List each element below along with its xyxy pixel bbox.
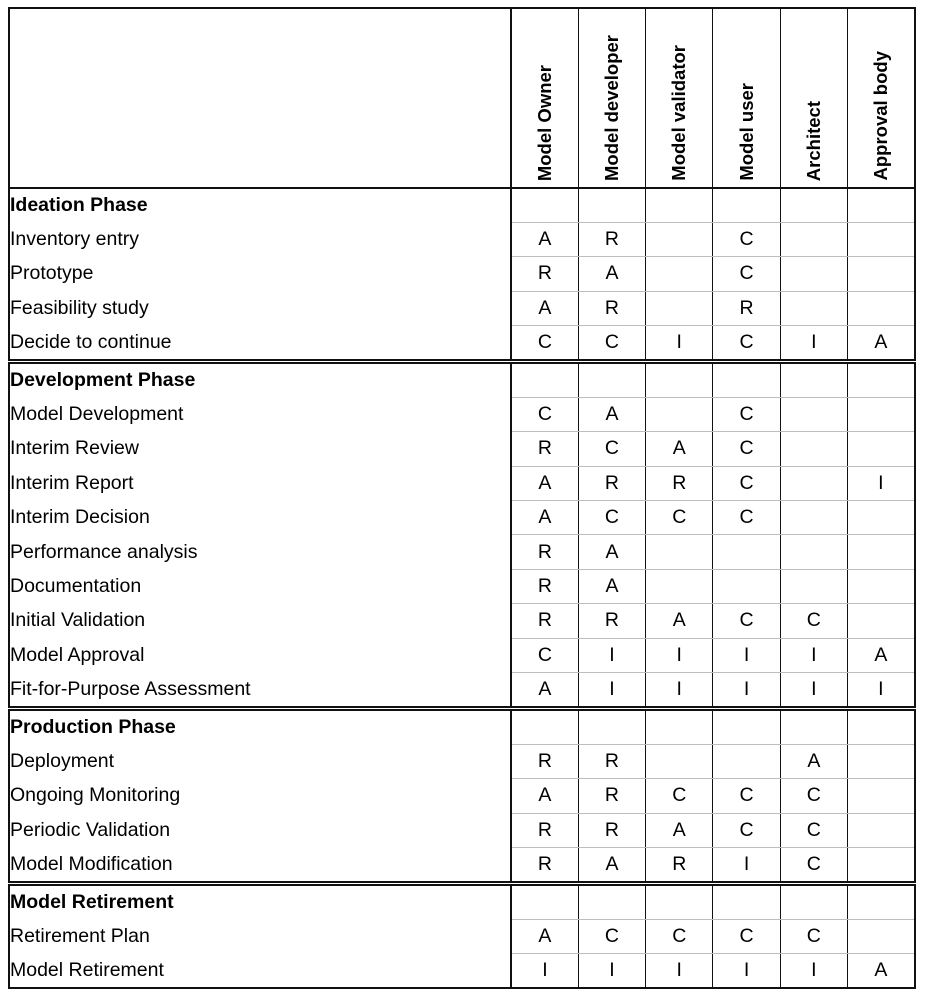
raci-cell: A (578, 257, 645, 291)
raci-cell: C (646, 779, 713, 813)
activity-row (9, 638, 915, 672)
raci-cell (780, 432, 847, 466)
empty-cell (511, 710, 578, 744)
raci-cell (847, 779, 914, 813)
phase-title: Ideation Phase (9, 188, 511, 222)
raci-cell: I (578, 638, 645, 672)
activity-label: Periodic Validation (9, 813, 511, 847)
raci-cell: A (511, 501, 578, 535)
activity-row (9, 744, 915, 778)
raci-cell: A (847, 638, 914, 672)
raci-cell: C (578, 501, 645, 535)
raci-cell: I (713, 847, 780, 881)
raci-cell (646, 744, 713, 778)
raci-cell (847, 257, 914, 291)
raci-cell: C (713, 397, 780, 431)
raci-cell: C (780, 813, 847, 847)
activity-label: Model Retirement (9, 954, 511, 988)
raci-cell: A (578, 397, 645, 431)
role-header (646, 8, 713, 188)
raci-cell (847, 919, 914, 953)
raci-cell: C (578, 326, 645, 360)
raci-cell: C (713, 501, 780, 535)
activity-row (9, 257, 915, 291)
raci-cell: R (511, 847, 578, 881)
raci-cell: C (780, 604, 847, 638)
activity-label: Initial Validation (9, 604, 511, 638)
raci-cell: C (713, 779, 780, 813)
role-header (847, 8, 914, 188)
role-header (578, 8, 645, 188)
empty-cell (646, 885, 713, 919)
raci-cell: C (713, 466, 780, 500)
empty-cell (646, 710, 713, 744)
raci-cell (646, 535, 713, 569)
raci-cell: I (713, 954, 780, 988)
raci-cell (646, 222, 713, 256)
activity-label: Fit-for-Purpose Assessment (9, 672, 511, 706)
raci-cell: R (511, 432, 578, 466)
activity-row (9, 813, 915, 847)
activity-label: Decide to continue (9, 326, 511, 360)
activity-label: Model Approval (9, 638, 511, 672)
activity-row (9, 501, 915, 535)
raci-cell: I (780, 326, 847, 360)
raci-cell: A (578, 847, 645, 881)
empty-cell (847, 363, 914, 397)
raci-cell: A (511, 222, 578, 256)
raci-cell: R (578, 744, 645, 778)
empty-cell (847, 710, 914, 744)
raci-cell: C (511, 638, 578, 672)
raci-cell: R (511, 604, 578, 638)
raci-cell (847, 847, 914, 881)
raci-cell (780, 222, 847, 256)
raci-cell: I (780, 638, 847, 672)
raci-cell: A (646, 813, 713, 847)
raci-cell: A (511, 779, 578, 813)
raci-matrix (8, 7, 916, 989)
raci-cell: R (511, 744, 578, 778)
role-label: Model user (735, 83, 757, 181)
raci-cell: C (578, 919, 645, 953)
raci-cell: I (646, 954, 713, 988)
role-label: Approval body (869, 51, 891, 181)
activity-row (9, 604, 915, 638)
raci-cell: C (511, 326, 578, 360)
activity-label: Documentation (9, 569, 511, 603)
raci-cell: A (511, 291, 578, 325)
raci-cell: R (578, 813, 645, 847)
raci-cell: A (847, 326, 914, 360)
raci-cell: I (713, 638, 780, 672)
phase-title: Model Retirement (9, 885, 511, 919)
raci-cell (847, 222, 914, 256)
raci-cell: I (713, 672, 780, 706)
raci-cell: R (578, 222, 645, 256)
role-label: Architect (802, 100, 824, 181)
activity-row (9, 466, 915, 500)
empty-cell (713, 363, 780, 397)
activity-label: Performance analysis (9, 535, 511, 569)
empty-cell (713, 710, 780, 744)
raci-cell: A (780, 744, 847, 778)
raci-cell: A (511, 919, 578, 953)
activity-row (9, 569, 915, 603)
raci-cell: C (780, 779, 847, 813)
activity-row (9, 397, 915, 431)
raci-cell: I (578, 954, 645, 988)
raci-body (9, 188, 915, 988)
raci-cell: R (578, 604, 645, 638)
header-corner (9, 8, 511, 188)
raci-cell (847, 432, 914, 466)
raci-cell: R (646, 847, 713, 881)
raci-cell: A (511, 672, 578, 706)
raci-cell: I (646, 672, 713, 706)
empty-cell (578, 188, 645, 222)
raci-cell: A (847, 954, 914, 988)
raci-cell: A (511, 466, 578, 500)
raci-cell (847, 813, 914, 847)
empty-cell (713, 188, 780, 222)
raci-cell (780, 397, 847, 431)
raci-cell (780, 291, 847, 325)
raci-cell (780, 257, 847, 291)
raci-cell: R (511, 257, 578, 291)
role-label: Model validator (668, 45, 690, 181)
raci-cell: I (646, 326, 713, 360)
raci-cell: A (578, 569, 645, 603)
raci-cell (847, 535, 914, 569)
raci-cell: I (578, 672, 645, 706)
empty-cell (578, 363, 645, 397)
raci-cell: R (713, 291, 780, 325)
empty-cell (646, 188, 713, 222)
empty-cell (511, 188, 578, 222)
empty-cell (780, 363, 847, 397)
activity-label: Interim Review (9, 432, 511, 466)
raci-cell (780, 569, 847, 603)
empty-cell (780, 188, 847, 222)
raci-cell: C (578, 432, 645, 466)
role-header (780, 8, 847, 188)
activity-label: Model Development (9, 397, 511, 431)
raci-cell: C (713, 604, 780, 638)
raci-cell: C (646, 919, 713, 953)
activity-label: Prototype (9, 257, 511, 291)
raci-cell: C (780, 919, 847, 953)
raci-cell: C (713, 326, 780, 360)
activity-row (9, 954, 915, 988)
raci-cell: I (847, 466, 914, 500)
raci-cell (713, 569, 780, 603)
phase-title: Production Phase (9, 710, 511, 744)
empty-cell (578, 710, 645, 744)
raci-cell (646, 257, 713, 291)
empty-cell (578, 885, 645, 919)
raci-cell: C (780, 847, 847, 881)
empty-cell (511, 885, 578, 919)
activity-label: Retirement Plan (9, 919, 511, 953)
raci-cell: A (578, 535, 645, 569)
empty-cell (780, 710, 847, 744)
raci-cell (713, 744, 780, 778)
raci-cell: I (646, 638, 713, 672)
raci-cell: R (511, 569, 578, 603)
activity-row (9, 847, 915, 881)
raci-cell (646, 291, 713, 325)
raci-cell (847, 744, 914, 778)
raci-cell (780, 466, 847, 500)
activity-row (9, 222, 915, 256)
raci-cell (847, 291, 914, 325)
raci-cell: C (511, 397, 578, 431)
role-header (713, 8, 780, 188)
raci-cell (847, 397, 914, 431)
activity-label: Feasibility study (9, 291, 511, 325)
activity-row (9, 291, 915, 325)
raci-cell: I (847, 672, 914, 706)
raci-cell (713, 535, 780, 569)
raci-cell: C (713, 813, 780, 847)
raci-cell: R (578, 466, 645, 500)
role-label: Model developer (600, 35, 622, 181)
empty-cell (646, 363, 713, 397)
raci-cell (646, 569, 713, 603)
raci-cell: I (511, 954, 578, 988)
phase-row (9, 188, 915, 222)
activity-row (9, 535, 915, 569)
activity-label: Ongoing Monitoring (9, 779, 511, 813)
raci-cell (847, 501, 914, 535)
raci-cell: R (578, 779, 645, 813)
empty-cell (847, 885, 914, 919)
activity-row (9, 326, 915, 360)
empty-cell (847, 188, 914, 222)
activity-row (9, 432, 915, 466)
raci-cell: R (578, 291, 645, 325)
raci-cell (646, 397, 713, 431)
empty-cell (780, 885, 847, 919)
role-label: Model Owner (533, 64, 555, 181)
raci-cell: C (713, 257, 780, 291)
activity-row (9, 779, 915, 813)
raci-cell: I (780, 672, 847, 706)
raci-cell: C (646, 501, 713, 535)
empty-cell (511, 363, 578, 397)
raci-cell (847, 604, 914, 638)
activity-row (9, 672, 915, 706)
header-row (9, 8, 915, 188)
activity-label: Model Modification (9, 847, 511, 881)
activity-label: Interim Decision (9, 501, 511, 535)
raci-cell: A (646, 432, 713, 466)
raci-cell (780, 501, 847, 535)
raci-cell (780, 535, 847, 569)
phase-title: Development Phase (9, 363, 511, 397)
activity-row (9, 919, 915, 953)
phase-row (9, 363, 915, 397)
raci-cell: R (511, 813, 578, 847)
raci-cell: A (646, 604, 713, 638)
raci-cell: R (646, 466, 713, 500)
raci-cell (847, 569, 914, 603)
raci-cell: C (713, 919, 780, 953)
raci-cell: I (780, 954, 847, 988)
empty-cell (713, 885, 780, 919)
phase-row (9, 885, 915, 919)
activity-label: Inventory entry (9, 222, 511, 256)
raci-cell: R (511, 535, 578, 569)
activity-label: Deployment (9, 744, 511, 778)
raci-cell: C (713, 222, 780, 256)
raci-cell: C (713, 432, 780, 466)
activity-label: Interim Report (9, 466, 511, 500)
role-header (511, 8, 578, 188)
phase-row (9, 710, 915, 744)
